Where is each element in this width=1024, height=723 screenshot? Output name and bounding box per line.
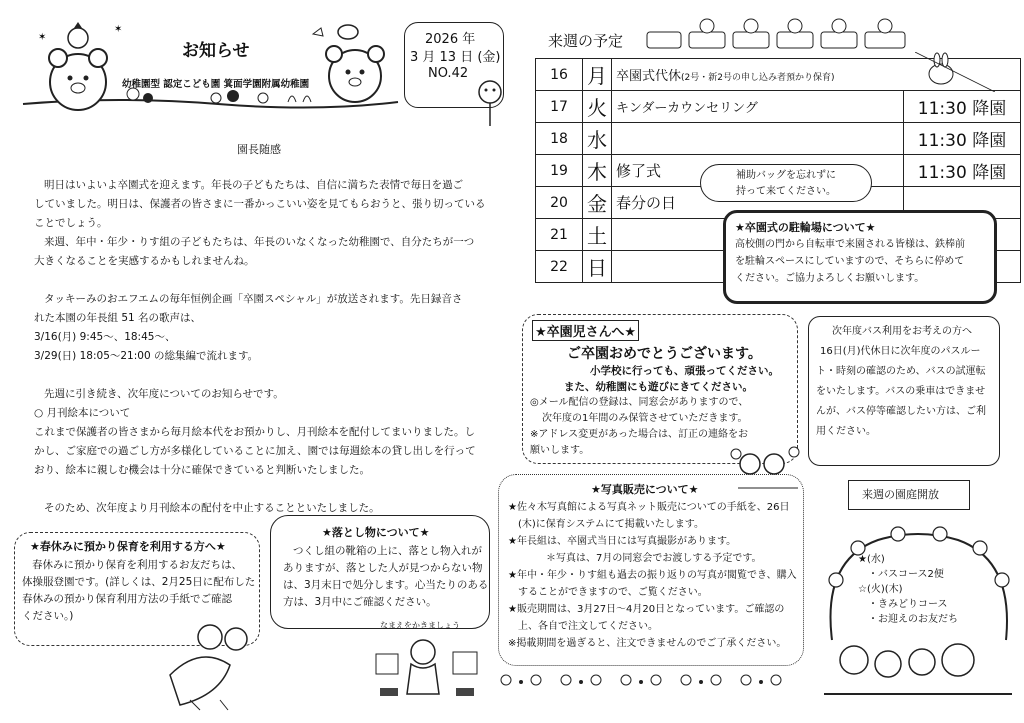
lost-line: は、3月末日で処分します。心当たりのある (283, 579, 489, 591)
schedule-title: 来週の予定 (548, 32, 624, 50)
bike-parking-body (735, 236, 965, 287)
essay-line: 3/16(月) 9:45～、18:45～、 (34, 331, 176, 343)
photo-line: ★佐々木写真館による写真ネット販売についての手紙を、26日 (508, 502, 790, 513)
lost-line: つくし組の靴箱の上に、落とし物入れが (293, 545, 482, 557)
essay-line: 明日はいよいよ卒園式を迎えます。年長の子どもたちは、自信に満ちた表情で毎日を過ご (44, 179, 464, 191)
essay-line: これまで保護者の皆さまから毎月絵本代をお預かりし、月刊絵本を配付してまいりました。し (34, 426, 475, 438)
essay-line: 先週に引き続き、次年度についてのお知らせです。 (44, 388, 284, 400)
header-illustration (18, 12, 403, 120)
lost-found-title: ★落とし物について★ (322, 526, 430, 539)
essay-body (22, 176, 512, 518)
garden-line: ★(水) (858, 554, 885, 565)
bus-line: 用ください。 (816, 426, 876, 437)
lost-line: ありますが、落とした人が見つからない物 (283, 562, 483, 574)
svg-text:✶: ✶ (38, 32, 47, 43)
bus-title: 次年度バス利用をお考えの方へ (832, 326, 972, 337)
schedule-date: 20 (536, 187, 583, 219)
schedule-date: 19 (536, 155, 583, 187)
schedule-event (612, 123, 904, 155)
schedule-date: 18 (536, 123, 583, 155)
photo-line: (木)に保育システムにて掲載いたします。 (518, 519, 705, 530)
spring-line: 春休みの預かり保育利用方法の手紙でご確認 (22, 593, 232, 605)
grad-line: また、幼稚園にも遊びにきてください。 (564, 381, 753, 393)
flower-deco (470, 78, 510, 128)
event-text: 卒園式代休 (616, 69, 682, 84)
schedule-time: 11:30 降園 (904, 123, 1021, 155)
bus-line: をいたします。バスの乗車はできませ (816, 386, 986, 397)
schedule-row (536, 123, 1021, 155)
grad-line: 次年度の1年間のみ保管させていただきます。 (542, 413, 748, 424)
garden-line: ・お迎えのお友だち (868, 614, 958, 625)
bag-note-line1: 補助バッグを忘れずに (736, 170, 836, 181)
bike-line: を駐輪スペースにしていますので、そちらに停めて (735, 256, 965, 267)
date: 3 月 13 日 (金) (410, 50, 501, 65)
bike-line: ください。ご協力よろしくお願いします。 (735, 273, 925, 284)
essay-line: そのため、次年度より月刊絵本の配付を中止することといたしました。 (44, 502, 380, 514)
bus-body (816, 342, 986, 442)
children-bird-illustration (160, 615, 270, 715)
schedule-day: 水 (583, 123, 612, 155)
svg-text:✶: ✶ (114, 24, 123, 35)
schedule-time: 11:30 降園 (904, 155, 1021, 187)
essay-line: おり、絵本に親しむ機会は十分に確保できていると判断いたしました。 (34, 464, 370, 476)
essay-line (22, 271, 512, 290)
spring-line: 春休みに預かり保育を利用するお友だちは、 (32, 559, 242, 571)
photo-line: ★年長組は、卒園式当日には写真撮影があります。 (508, 536, 737, 547)
essay-line: ○ 月刊絵本について (34, 407, 131, 419)
photo-line: ＊写真は、7月の同窓会でお渡しする予定です。 (546, 553, 762, 564)
schedule-date: 17 (536, 91, 583, 123)
grad-line: ※アドレス変更があった場合は、訂正の連絡をお (530, 429, 748, 440)
rabbit-illustration (915, 52, 995, 92)
spring-line: 体操服登園です。(詳しくは、2月25日に配布した (22, 576, 256, 588)
schedule-event: キンダーカウンセリング (612, 91, 904, 123)
schedule-row (536, 91, 1021, 123)
schedule-day: 土 (583, 219, 612, 251)
flower-border (496, 668, 806, 694)
bike-parking-title: ★卒園式の駐輪場について★ (735, 221, 876, 234)
schedule-day: 月 (583, 59, 612, 91)
essay-line: タッキーみのおエフエムの毎年恒例企画「卒園スペシャル」が放送されます。先日録音さ (44, 293, 463, 305)
photo-sales-body (508, 499, 797, 652)
garden-line: ・きみどりコース (868, 599, 948, 610)
schedule-date: 21 (536, 219, 583, 251)
photo-line: ★年中・年少・りす組も過去の振り返りの写真が閲覧でき、購入 (508, 570, 797, 581)
spring-break-title: ★春休みに預かり保育を利用する方へ★ (30, 540, 226, 553)
lost-found-body (283, 543, 488, 611)
spring-line: ください。) (22, 610, 74, 622)
garden-line: ・バスコース2便 (868, 569, 944, 580)
page-title: お知らせ (182, 41, 250, 61)
essay-line: ことでしょう。 (34, 217, 108, 229)
essay-title: 園長随感 (237, 143, 281, 156)
name-caption: なまえをかきましょう (380, 621, 460, 630)
schedule-event: 修了式 (612, 155, 904, 187)
schedule-time: 11:30 降園 (904, 91, 1021, 123)
grad-line: 小学校に行っても、頑張ってください。 (590, 365, 779, 377)
grad-line: ◎メール配信の登録は、同窓会がありますので、 (530, 397, 749, 408)
grad-line: 願いします。 (530, 445, 590, 456)
schedule-day: 金 (583, 187, 612, 219)
bus-line: んが、バス停等確認したい方は、ご利 (816, 406, 986, 417)
garden-line: ☆(火)(木) (858, 584, 903, 595)
schedule-day: 日 (583, 251, 612, 283)
essay-line: していました。明日は、保護者の皆さまに一番かっこいい姿を見てもらおうと、張り切っている (34, 198, 486, 210)
essay-line: 大きくなることを実感するかもしれませんね。 (34, 255, 255, 267)
schedule-date: 16 (536, 59, 583, 91)
issue-number: NO.42 (428, 66, 469, 81)
bus-line: 16日(月)代休日に次年度のパスルー (820, 346, 981, 357)
essay-line: れた本園の年長組 51 名の歌声は、 (34, 312, 202, 324)
year: 2026 年 (425, 32, 476, 47)
animals-illustration (18, 12, 403, 120)
garden-body (858, 552, 958, 627)
clothes-illustration (368, 634, 488, 706)
photo-sales-title: ★写真販売について★ (591, 483, 699, 496)
photo-line: 上、各自で注文してください。 (518, 621, 658, 632)
bike-line: 高校側の門から自転車で来園される皆様は、鉄棒前 (735, 239, 965, 250)
photo-line: することができますので、ご覧ください。 (518, 587, 708, 598)
schedule-day: 木 (583, 155, 612, 187)
essay-line: 来週、年中・年少・りす組の子どもたちは、年長のいなくなった幼稚園で、自分たちが一つ (44, 236, 475, 248)
essay-line: かし、ご家庭での過ごし方が多様化していることに加え、園では毎週絵本の貸し出しを行って (34, 445, 476, 457)
photo-line: ※掲載期間を過ぎると、注文できませんのでご了承ください。 (508, 638, 787, 649)
garden-title: 来週の園庭開放 (862, 488, 939, 501)
bag-note-line2: 持って来てください。 (736, 186, 836, 197)
essay-line (22, 480, 512, 499)
event-note: (2号・新2号の申し込み者預かり保育) (681, 73, 835, 83)
schedule-day: 火 (583, 91, 612, 123)
essay-line: 3/29(日) 18:05～21:00 の総集編で流れます。 (34, 350, 259, 362)
schedule-date: 22 (536, 251, 583, 283)
train-illustration (645, 14, 915, 54)
photo-line: ★販売期間は、3月27日～4月20日となっています。ご確認の (508, 604, 785, 615)
lost-line: 方は、3月中にご確認ください。 (283, 596, 437, 608)
schedule-event: 春分の日 (612, 187, 904, 219)
bus-line: ト・時刻の確認のため、バスの試運転 (816, 366, 986, 377)
graduates-title: ★卒園児さんへ★ (532, 320, 639, 341)
graduates-headline: ご卒園おめでとうございます。 (567, 346, 762, 362)
essay-line (22, 366, 512, 385)
school-name: 幼稚園型 認定こども園 箕面学園附属幼稚園 (122, 79, 310, 90)
